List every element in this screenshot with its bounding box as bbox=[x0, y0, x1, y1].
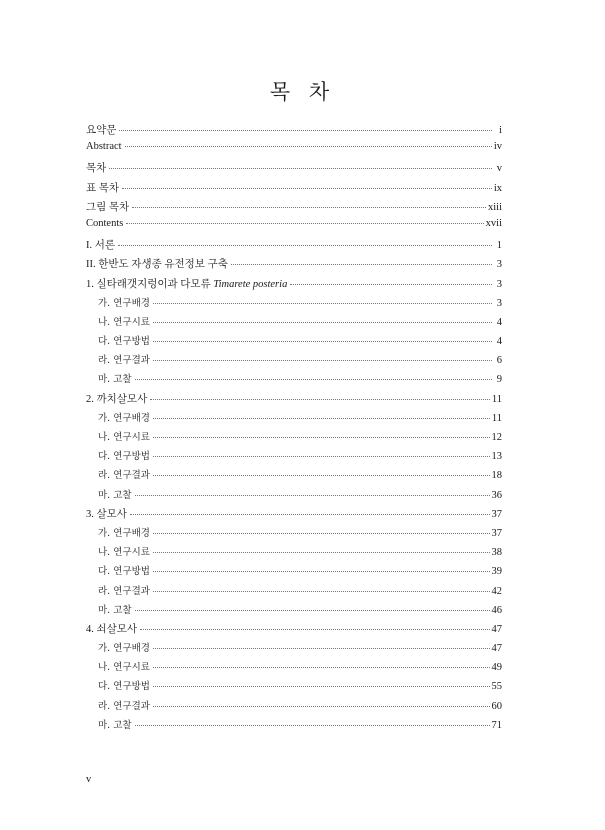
toc-entry-label: 1. 실타래갯지렁이과 다모류 Timarete posteria bbox=[86, 278, 288, 290]
toc-entry[interactable] bbox=[86, 448, 502, 467]
dot-leader bbox=[153, 591, 490, 592]
toc-entry[interactable] bbox=[86, 467, 502, 486]
dot-leader bbox=[153, 475, 490, 476]
toc-entry[interactable] bbox=[86, 602, 502, 621]
toc-entry-label: 마. 고찰 bbox=[98, 604, 132, 616]
toc-entry-page: 11 bbox=[491, 412, 502, 424]
toc-entry-page: 37 bbox=[491, 508, 502, 520]
toc-entry[interactable] bbox=[86, 256, 502, 275]
page-title: 목 차 bbox=[269, 80, 336, 105]
toc-entry-page: 4 bbox=[496, 316, 502, 328]
dot-leader bbox=[150, 399, 490, 400]
dot-leader bbox=[153, 360, 492, 361]
dot-leader bbox=[290, 284, 492, 285]
toc-entry-page: 47 bbox=[491, 623, 502, 635]
toc-entry-page: 6 bbox=[496, 355, 502, 367]
toc-entry-label: 라. 연구결과 bbox=[98, 585, 150, 597]
dot-leader bbox=[153, 686, 490, 687]
toc-entry-page: 49 bbox=[491, 662, 502, 674]
toc-entry[interactable] bbox=[86, 583, 502, 602]
toc-entry-label: 가. 연구배경 bbox=[98, 527, 150, 539]
toc-entry-label: 그림 목차 bbox=[86, 201, 130, 213]
toc-entry[interactable] bbox=[86, 640, 502, 659]
toc-entry-page: 9 bbox=[496, 374, 502, 386]
toc-entry-page: 11 bbox=[491, 393, 502, 405]
toc-entry-label: 가. 연구배경 bbox=[98, 412, 150, 424]
toc-entry[interactable] bbox=[86, 506, 502, 525]
dot-leader bbox=[153, 437, 490, 438]
dot-leader bbox=[153, 667, 490, 668]
toc-entry-page: 4 bbox=[496, 336, 502, 348]
dot-leader bbox=[153, 418, 490, 419]
toc-entry[interactable] bbox=[86, 218, 502, 237]
toc-entry-label: Abstract bbox=[86, 141, 122, 153]
toc-entry-label: 다. 연구방법 bbox=[98, 566, 150, 578]
toc-entry-label: 가. 연구배경 bbox=[98, 643, 150, 655]
toc-entry-label: I. 서론 bbox=[86, 240, 116, 252]
toc-entry[interactable] bbox=[86, 199, 502, 218]
toc-entry-label: 마. 고찰 bbox=[98, 374, 132, 386]
toc-entry-label: 마. 고찰 bbox=[98, 489, 132, 501]
toc-entry[interactable] bbox=[86, 410, 502, 429]
toc-entry[interactable] bbox=[86, 276, 502, 295]
toc-entry-label: 요약문 bbox=[86, 125, 117, 136]
toc-entry-label: II. 한반도 자생종 유전정보 구축 bbox=[86, 259, 228, 271]
dot-leader bbox=[132, 207, 486, 208]
dot-leader bbox=[122, 188, 492, 189]
toc-entry-label: Contents bbox=[86, 217, 124, 229]
toc-entry[interactable] bbox=[86, 371, 502, 390]
toc-entry-page: 37 bbox=[491, 527, 502, 539]
toc-entry-label: 다. 연구방법 bbox=[98, 681, 150, 693]
dot-leader bbox=[135, 610, 490, 611]
toc-entry[interactable] bbox=[86, 698, 502, 717]
dot-leader bbox=[126, 223, 483, 224]
toc-entry[interactable] bbox=[86, 621, 502, 640]
toc-entry-page: 3 bbox=[496, 278, 502, 290]
toc-entry-page: 3 bbox=[496, 297, 502, 309]
dot-leader bbox=[119, 130, 492, 131]
toc-entry-label: 라. 연구결과 bbox=[98, 470, 150, 482]
toc-entry[interactable] bbox=[86, 487, 502, 506]
toc-entry[interactable] bbox=[86, 333, 502, 352]
toc-entry-page: 39 bbox=[491, 566, 502, 578]
toc-entry-label: 표 목차 bbox=[86, 182, 120, 194]
dot-leader bbox=[153, 571, 490, 572]
toc-entry-label: 나. 연구시료 bbox=[98, 547, 150, 559]
dot-leader bbox=[153, 303, 492, 304]
toc-entry-page: 13 bbox=[491, 451, 502, 463]
toc-entry-page: 71 bbox=[491, 719, 502, 731]
dot-leader bbox=[153, 322, 492, 323]
toc-entry[interactable] bbox=[86, 717, 502, 736]
toc-entry-label: 마. 고찰 bbox=[98, 719, 132, 731]
toc-entry[interactable] bbox=[86, 659, 502, 678]
toc-entry-label: 다. 연구방법 bbox=[98, 336, 150, 348]
toc-entry[interactable] bbox=[86, 122, 502, 141]
toc-entry-page: 18 bbox=[491, 470, 502, 482]
toc-entry-page: 12 bbox=[491, 432, 502, 443]
toc-entry-label: 나. 연구시료 bbox=[98, 662, 150, 674]
toc-entry[interactable] bbox=[86, 141, 502, 160]
dot-leader bbox=[130, 514, 490, 515]
toc-entry-label: 라. 연구결과 bbox=[98, 700, 150, 712]
toc-entry[interactable] bbox=[86, 544, 502, 563]
dot-leader bbox=[153, 456, 490, 457]
dot-leader bbox=[153, 648, 490, 649]
toc-entry-label: 4. 쇠살모사 bbox=[86, 623, 138, 635]
dot-leader bbox=[135, 725, 490, 726]
toc-entry-page: i bbox=[499, 125, 502, 136]
toc-entry-page: 46 bbox=[491, 604, 502, 616]
toc-entry[interactable] bbox=[86, 563, 502, 582]
dot-leader bbox=[135, 495, 490, 496]
toc-entry-label: 목차 bbox=[86, 163, 107, 175]
toc-entry[interactable] bbox=[86, 314, 502, 333]
dot-leader bbox=[153, 706, 490, 707]
page-number: v bbox=[86, 774, 92, 785]
toc-entry[interactable] bbox=[86, 429, 502, 448]
dot-leader bbox=[109, 168, 492, 169]
toc-entry[interactable] bbox=[86, 180, 502, 199]
toc-entry[interactable] bbox=[86, 160, 502, 179]
toc-entry-label: 가. 연구배경 bbox=[98, 297, 150, 309]
toc-entry-label: 라. 연구결과 bbox=[98, 355, 150, 367]
dot-leader bbox=[135, 379, 492, 380]
toc-entry[interactable] bbox=[86, 678, 502, 697]
toc-entry-page: iv bbox=[493, 141, 502, 153]
toc-entry-page: 3 bbox=[496, 259, 502, 271]
toc-entry-page: 47 bbox=[491, 643, 502, 655]
toc-entry-label: 다. 연구방법 bbox=[98, 451, 150, 463]
dot-leader bbox=[153, 533, 490, 534]
dot-leader bbox=[140, 629, 489, 630]
toc-entry-label: 3. 살모사 bbox=[86, 508, 127, 520]
toc-entry[interactable] bbox=[86, 295, 502, 314]
toc-entry-page: 55 bbox=[491, 681, 502, 693]
toc-entry-page: ix bbox=[493, 182, 502, 194]
toc-entry[interactable] bbox=[86, 525, 502, 544]
toc-entry[interactable] bbox=[86, 237, 502, 256]
toc-entry-label-italic: Timarete posteria bbox=[213, 278, 288, 290]
dot-leader bbox=[125, 146, 492, 147]
toc-entry-page: 36 bbox=[491, 489, 502, 501]
toc-entry[interactable] bbox=[86, 352, 502, 371]
toc-entry-page: 42 bbox=[491, 585, 502, 597]
toc-entry-page: 38 bbox=[491, 547, 502, 559]
table-of-contents bbox=[86, 122, 502, 736]
toc-entry[interactable] bbox=[86, 391, 502, 410]
dot-leader bbox=[118, 245, 492, 246]
dot-leader bbox=[231, 264, 492, 265]
toc-entry-page: xvii bbox=[485, 217, 502, 229]
toc-entry-page: v bbox=[496, 163, 502, 175]
toc-entry-page: 1 bbox=[496, 240, 502, 252]
toc-entry-page: xiii bbox=[487, 201, 502, 213]
toc-entry-label: 나. 연구시료 bbox=[98, 432, 150, 443]
dot-leader bbox=[153, 552, 490, 553]
toc-entry-label: 나. 연구시료 bbox=[98, 316, 150, 328]
toc-entry-label: 2. 까치살모사 bbox=[86, 393, 148, 405]
toc-entry-page: 60 bbox=[491, 700, 502, 712]
dot-leader bbox=[153, 341, 492, 342]
